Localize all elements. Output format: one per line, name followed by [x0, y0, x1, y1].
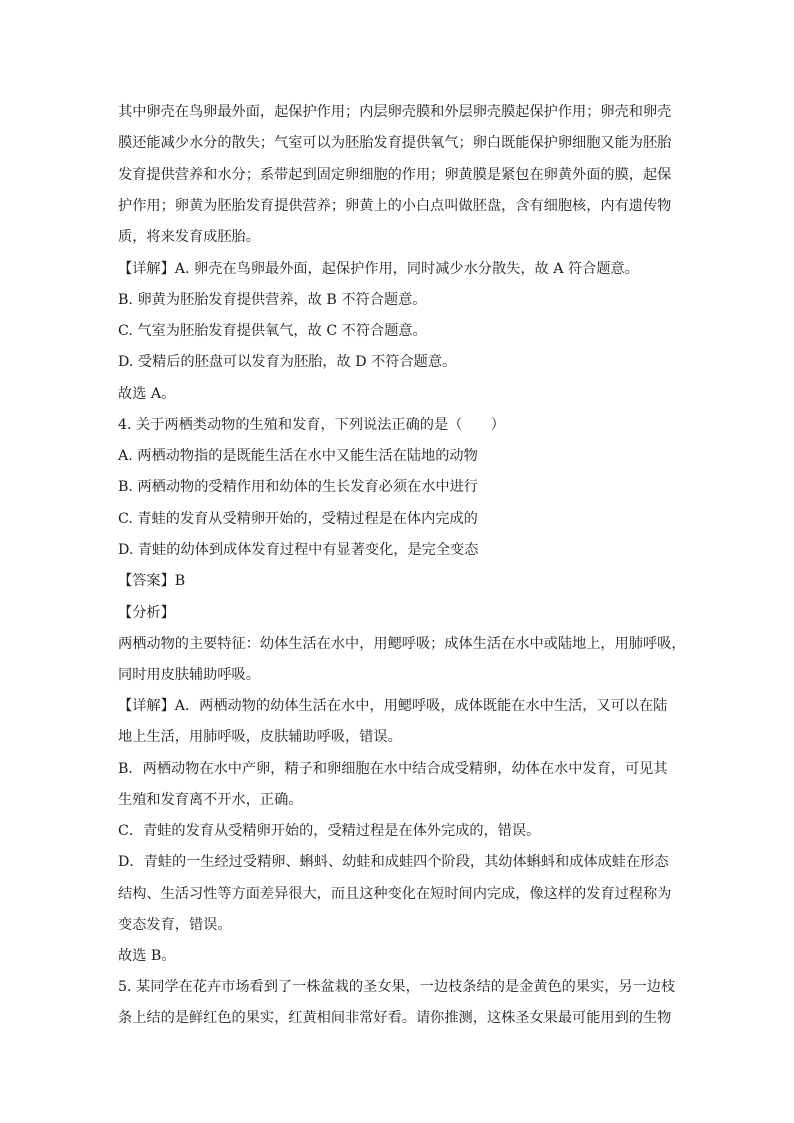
text-line: 质，将来发育成胚胎。	[118, 229, 260, 245]
detail-heading-line: 【详解】A．两栖动物的幼体生活在水中，用鳃呼吸，成体既能在水中生活，又可以在陆	[118, 698, 668, 714]
text-line: 变态发育，错误。	[118, 917, 232, 933]
text-line: 护作用；卵黄为胚胎发育提供营养；卵黄上的小白点叫做胚盘，含有细胞核，内有遗传物	[118, 198, 672, 214]
text-line: 膜还能减少水分的散失；气室可以为胚胎发育提供氧气；卵白既能保护卵细胞又能为胚胎	[118, 135, 672, 151]
question-4-option-d: D. 青蛙的幼体到成体发育过程中有显著变化，是完全变态	[118, 542, 479, 558]
question-5-stem: 5. 某同学在花卉市场看到了一株盆栽的圣女果，一边枝条结的是金黄色的果实，另一边枝	[118, 979, 676, 995]
text-line: 同时用皮肤辅助呼吸。	[118, 667, 260, 683]
question-4-option-b: B. 两栖动物的受精作用和幼体的生长发育必须在水中进行	[118, 479, 478, 495]
text-line: 生殖和发育离不开水，正确。	[118, 792, 303, 808]
text-line: B. 卵黄为胚胎发育提供营养，故 B 不符合题意。	[118, 292, 427, 308]
text-line: D. 受精后的胚盘可以发育为胚胎，故 D 不符合题意。	[118, 354, 457, 370]
analysis-label: 【分析】	[118, 605, 175, 621]
question-4-option-c: C. 青蛙的发育从受精卵开始的，受精过程是在体内完成的	[118, 511, 478, 527]
text-line: 地上生活，用肺呼吸，皮肤辅助呼吸，错误。	[118, 729, 402, 745]
text-line: B．两栖动物在水中产卵，精子和卵细胞在水中结合成受精卵，幼体在水中发育，可见其	[118, 761, 668, 777]
text-line: C．青蛙的发育从受精卵开始的，受精过程是在体外完成的，错误。	[118, 823, 541, 839]
text-line: 结构、生活习性等方面差异很大，而且这种变化在短时间内完成，像这样的发育过程称为	[118, 886, 672, 902]
text-line: C. 气室为胚胎发育提供氧气，故 C 不符合题意。	[118, 323, 427, 339]
text-line: 发育提供营养和水分；系带起到固定卵细胞的作用；卵黄膜是紧包在卵黄外面的膜，起保	[118, 167, 672, 183]
question-5-stem-continued: 条上结的是鲜红色的果实，红黄相间非常好看。请你推测，这株圣女果最可能用到的生物	[118, 1010, 672, 1026]
text-line: 两栖动物的主要特征：幼体生活在水中，用鳃呼吸；成体生活在水中或陆地上，用肺呼吸，	[118, 636, 686, 652]
text-line: D．青蛙的一生经过受精卵、蝌蚪、幼蛙和成蛙四个阶段，其幼体蝌蚪和成体成蛙在形态	[118, 854, 669, 870]
question-4-option-a: A. 两栖动物指的是既能生活在水中又能生活在陆地的动物	[118, 448, 478, 464]
question-4-stem: 4. 关于两栖类动物的生殖和发育，下列说法正确的是（ ）	[118, 417, 505, 433]
answer-choice-line: 故选 A。	[118, 386, 176, 402]
detail-heading-line: 【详解】A. 卵壳在鸟卵最外面，起保护作用，同时减少水分散失，故 A 符合题意。	[118, 261, 639, 277]
text-line: 其中卵壳在鸟卵最外面，起保护作用；内层卵壳膜和外层卵壳膜起保护作用；卵壳和卵壳	[118, 104, 672, 120]
answer-label: 【答案】B	[118, 573, 186, 589]
answer-choice-line: 故选 B。	[118, 948, 176, 964]
